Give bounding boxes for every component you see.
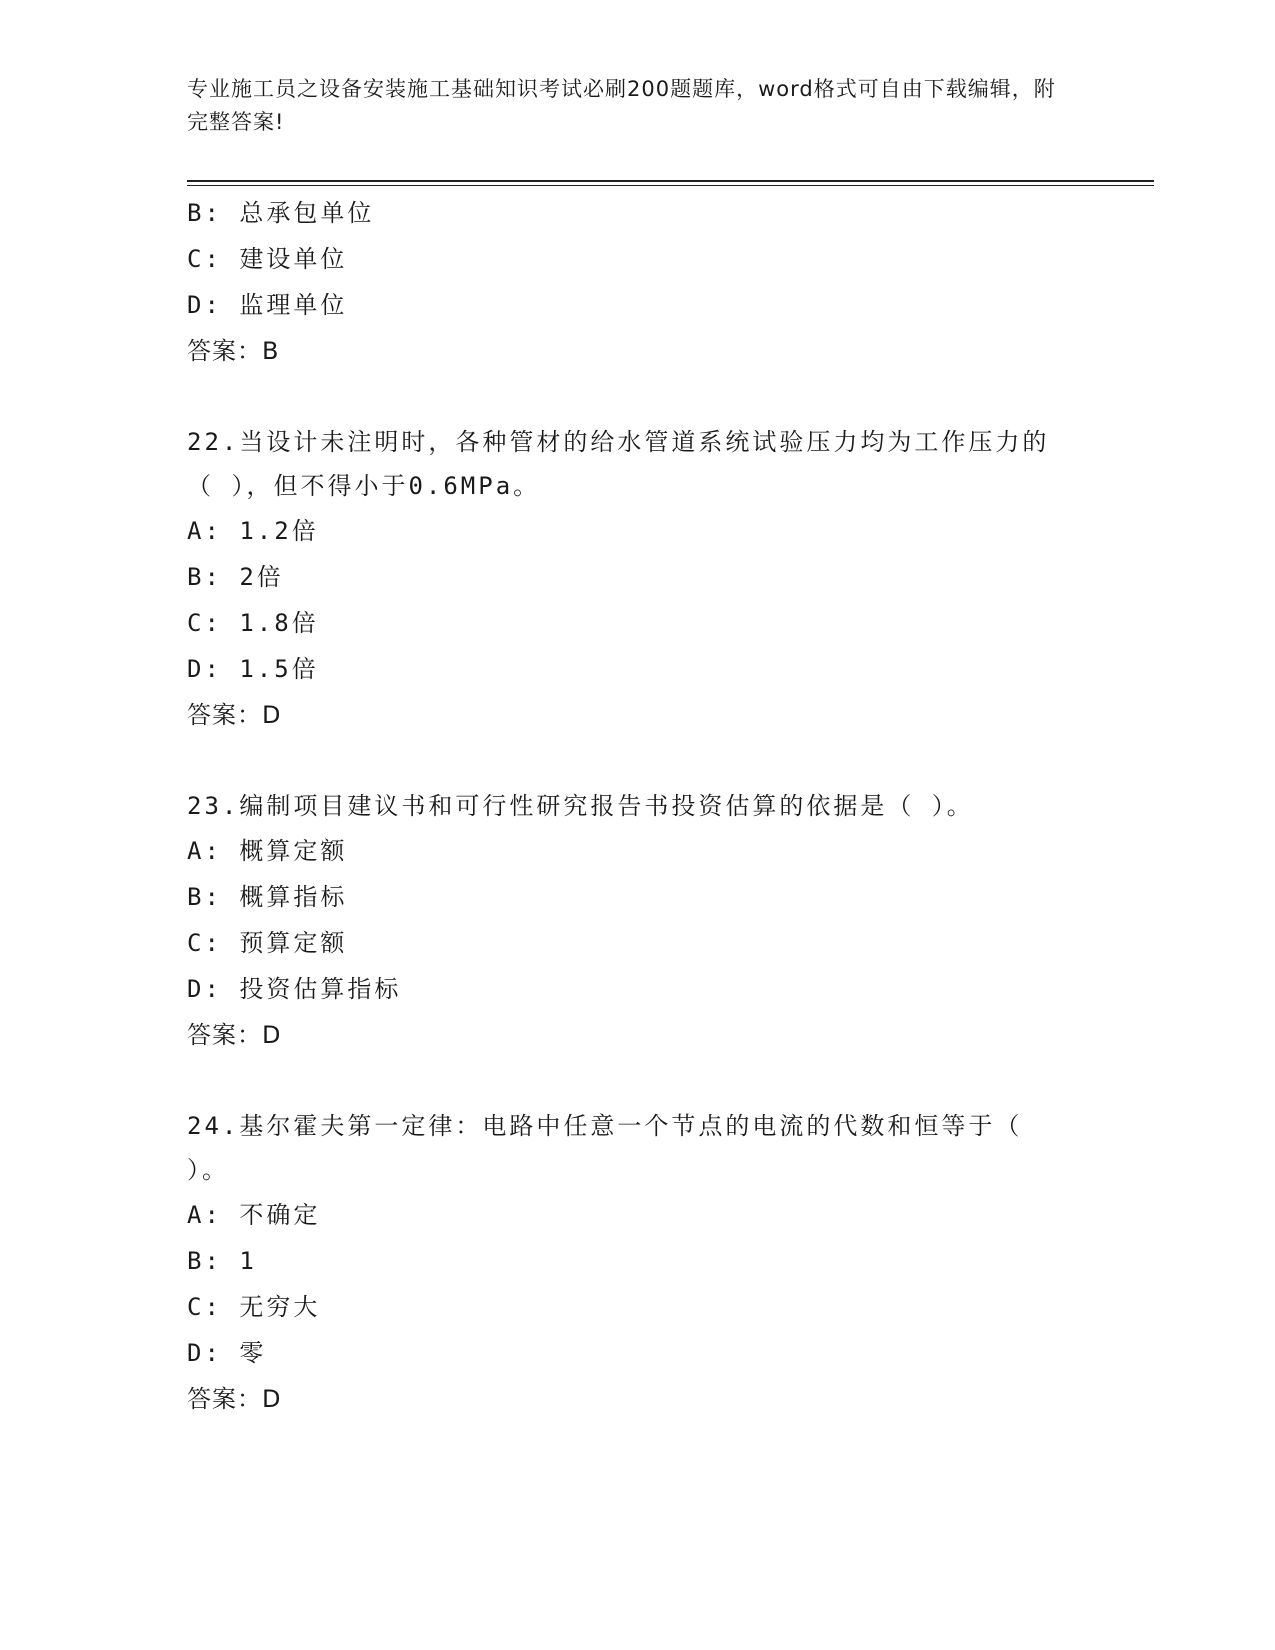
option-letter: D: bbox=[187, 291, 222, 319]
option-letter: D: bbox=[187, 655, 222, 683]
question-content bbox=[187, 190, 1087, 1422]
question-stem: 23.编制项目建议书和可行性研究报告书投资估算的依据是（ ）。 bbox=[187, 792, 974, 820]
option-row bbox=[187, 1192, 1087, 1238]
option-row bbox=[187, 190, 1087, 236]
option-text: 建设单位 bbox=[239, 245, 348, 273]
option-text: 总承包单位 bbox=[239, 199, 375, 227]
option-row bbox=[187, 508, 1087, 554]
option-letter: B: bbox=[187, 199, 222, 227]
spacer bbox=[187, 374, 1087, 420]
option-row bbox=[187, 1284, 1087, 1330]
option-letter: A: bbox=[187, 1201, 222, 1229]
answer-line: 答案：B bbox=[187, 337, 280, 365]
answer-line: 答案：D bbox=[187, 1021, 282, 1049]
option-row bbox=[187, 282, 1087, 328]
option-row bbox=[187, 966, 1087, 1012]
option-text: 预算定额 bbox=[239, 929, 348, 957]
option-text: 不确定 bbox=[239, 1201, 321, 1229]
option-row bbox=[187, 1238, 1087, 1284]
spacer bbox=[187, 1058, 1087, 1104]
option-row bbox=[187, 600, 1087, 646]
option-letter: C: bbox=[187, 929, 222, 957]
option-letter: B: bbox=[187, 883, 222, 911]
spacer bbox=[187, 738, 1087, 784]
option-letter: D: bbox=[187, 975, 222, 1003]
option-letter: A: bbox=[187, 517, 222, 545]
option-text: 概算定额 bbox=[239, 837, 348, 865]
option-text: 概算指标 bbox=[239, 883, 348, 911]
option-text: 投资估算指标 bbox=[239, 975, 402, 1003]
option-letter: D: bbox=[187, 1339, 222, 1367]
page-header bbox=[187, 73, 1067, 139]
option-row bbox=[187, 828, 1087, 874]
header-title: 专业施工员之设备安装施工基础知识考试必刷200题题库，word格式可自由下载编辑，附完整答案! bbox=[187, 77, 1056, 134]
option-row bbox=[187, 646, 1087, 692]
option-row bbox=[187, 874, 1087, 920]
option-letter: C: bbox=[187, 609, 222, 637]
option-text: 无穷大 bbox=[239, 1293, 321, 1321]
header-rule-thin bbox=[187, 185, 1154, 186]
option-row bbox=[187, 554, 1087, 600]
option-row bbox=[187, 920, 1087, 966]
answer-line: 答案：D bbox=[187, 1385, 282, 1413]
option-letter: C: bbox=[187, 245, 222, 273]
option-letter: A: bbox=[187, 837, 222, 865]
option-text: 1 bbox=[239, 1247, 257, 1275]
question-stem: 24.基尔霍夫第一定律：电路中任意一个节点的电流的代数和恒等于（ ）。 bbox=[187, 1112, 1023, 1184]
option-text: 1.5倍 bbox=[239, 655, 319, 683]
option-text: 1.8倍 bbox=[239, 609, 319, 637]
option-text: 零 bbox=[239, 1339, 267, 1367]
option-text: 2倍 bbox=[239, 563, 284, 591]
option-letter: B: bbox=[187, 563, 222, 591]
header-rule-thick bbox=[187, 180, 1154, 182]
question-stem: 22.当设计未注明时，各种管材的给水管道系统试验压力均为工作压力的（ ），但不得小于0.6MPa。 bbox=[187, 428, 1050, 500]
option-text: 1.2倍 bbox=[239, 517, 319, 545]
option-text: 监理单位 bbox=[239, 291, 348, 319]
option-row bbox=[187, 236, 1087, 282]
option-row bbox=[187, 1330, 1087, 1376]
answer-line: 答案：D bbox=[187, 701, 282, 729]
option-letter: C: bbox=[187, 1293, 222, 1321]
option-letter: B: bbox=[187, 1247, 222, 1275]
